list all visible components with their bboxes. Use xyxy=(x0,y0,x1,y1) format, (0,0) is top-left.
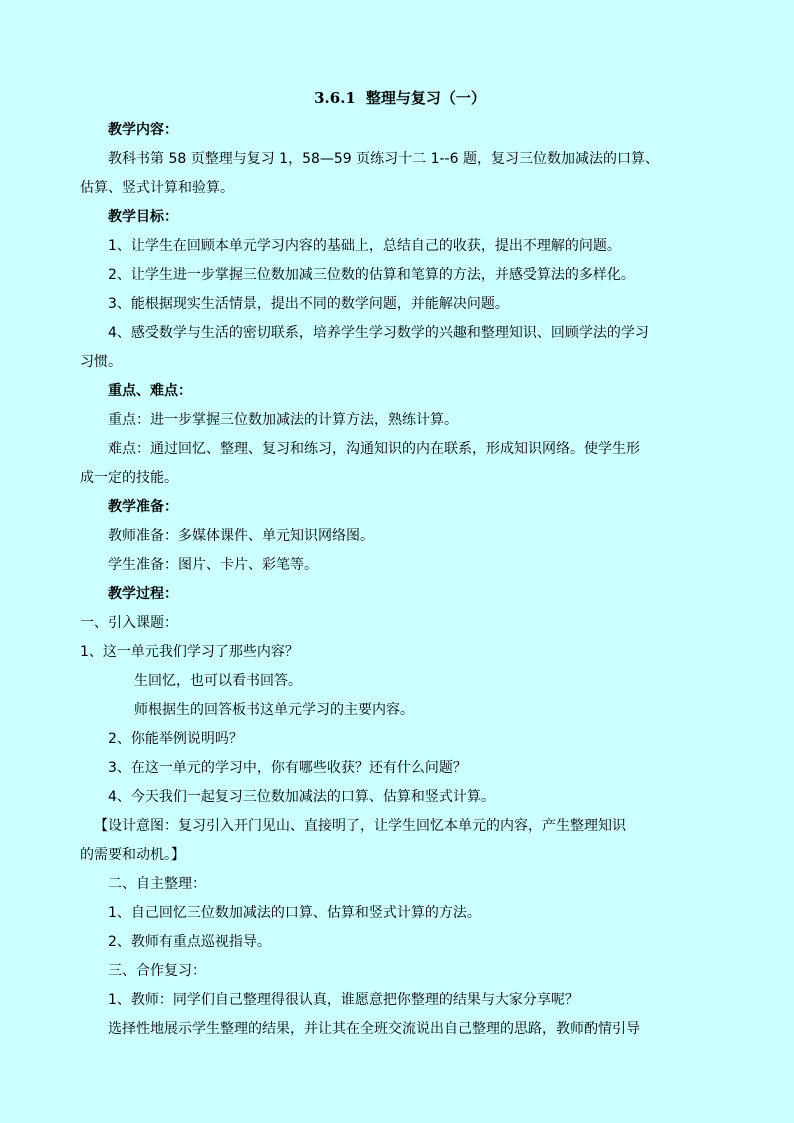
process-part-1-q2: 2、你能举例说明吗？ xyxy=(108,731,243,747)
goal-3: 3、能根据现实生活情景，提出不同的数学问题，并能解决问题。 xyxy=(108,296,509,312)
goal-1: 1、让学生在回顾本单元学习内容的基础上，总结自己的收获，提出不理解的问题。 xyxy=(108,238,621,254)
title-number: 3.6.1 xyxy=(314,89,356,107)
difficulty-a: 难点：通过回忆、整理、复习和练习，沟通知识的内在联系，形成知识网络。使学生形 xyxy=(108,441,640,457)
key-point: 重点：进一步掌握三位数加减法的计算方法，熟练计算。 xyxy=(108,412,458,428)
goal-4a: 4、感受数学与生活的密切联系，培养学生学习数学的兴趣和整理知识、回顾学法的学习 xyxy=(108,325,649,341)
prep-heading: 教学准备： xyxy=(108,499,178,515)
content-text-1: 教科书第 58 页整理与复习 1，58—59 页练习十二 1--6 题，复习三位数加减法的口算、 xyxy=(108,151,659,167)
process-part-3-title: 三、合作复习： xyxy=(108,963,206,979)
process-part-3-2: 选择性地展示学生整理的结果，并让其在全班交流说出自己整理的思路，教师酌情引导 xyxy=(108,1021,640,1037)
goal-4b: 习惯。 xyxy=(80,354,122,370)
prep-teacher: 教师准备：多媒体课件、单元知识网络图。 xyxy=(108,528,374,544)
difficulty-b: 成一定的技能。 xyxy=(80,470,178,486)
process-part-1-q3: 3、在这一单元的学习中，你有哪些收获？还有什么问题？ xyxy=(108,760,467,776)
process-part-1-q1-b: 师根据生的回答板书这单元学习的主要内容。 xyxy=(134,702,414,718)
process-part-3-1: 1、教师：同学们自己整理得很认真，谁愿意把你整理的结果与大家分享呢？ xyxy=(108,992,579,1008)
process-part-2-2: 2、教师有重点巡视指导。 xyxy=(108,934,271,950)
document-page xyxy=(80,80,720,1044)
design-intent-b: 的需要和动机。】 xyxy=(80,847,185,863)
process-part-2-title: 二、自主整理： xyxy=(108,876,206,892)
prep-student: 学生准备：图片、卡片、彩笔等。 xyxy=(108,557,318,573)
process-part-1-q1-a: 生回忆，也可以看书回答。 xyxy=(134,673,302,689)
key-heading: 重点、难点： xyxy=(108,383,192,399)
process-part-1-q1: 1、这一单元我们学习了那些内容？ xyxy=(80,644,299,660)
design-intent-a: 【设计意图：复习引入开门见山、直接明了，让学生回忆本单元的内容，产生整理知识 xyxy=(94,818,626,834)
process-part-2-1: 1、自己回忆三位数加减法的口算、估算和竖式计算的方法。 xyxy=(108,905,481,921)
content-text-2: 估算、竖式计算和验算。 xyxy=(80,180,234,196)
process-part-1-title: 一、引入课题： xyxy=(80,615,178,631)
title-text: 整理与复习（一） xyxy=(365,89,486,107)
process-part-1-q4: 4、今天我们一起复习三位数加减法的口算、估算和竖式计算。 xyxy=(108,789,495,805)
goal-2: 2、让学生进一步掌握三位数加减三位数的估算和笔算的方法，并感受算法的多样化。 xyxy=(108,267,635,283)
page-title xyxy=(80,80,720,116)
goals-heading: 教学目标： xyxy=(108,209,178,225)
content-heading: 教学内容： xyxy=(108,122,178,138)
process-heading: 教学过程： xyxy=(108,586,178,602)
